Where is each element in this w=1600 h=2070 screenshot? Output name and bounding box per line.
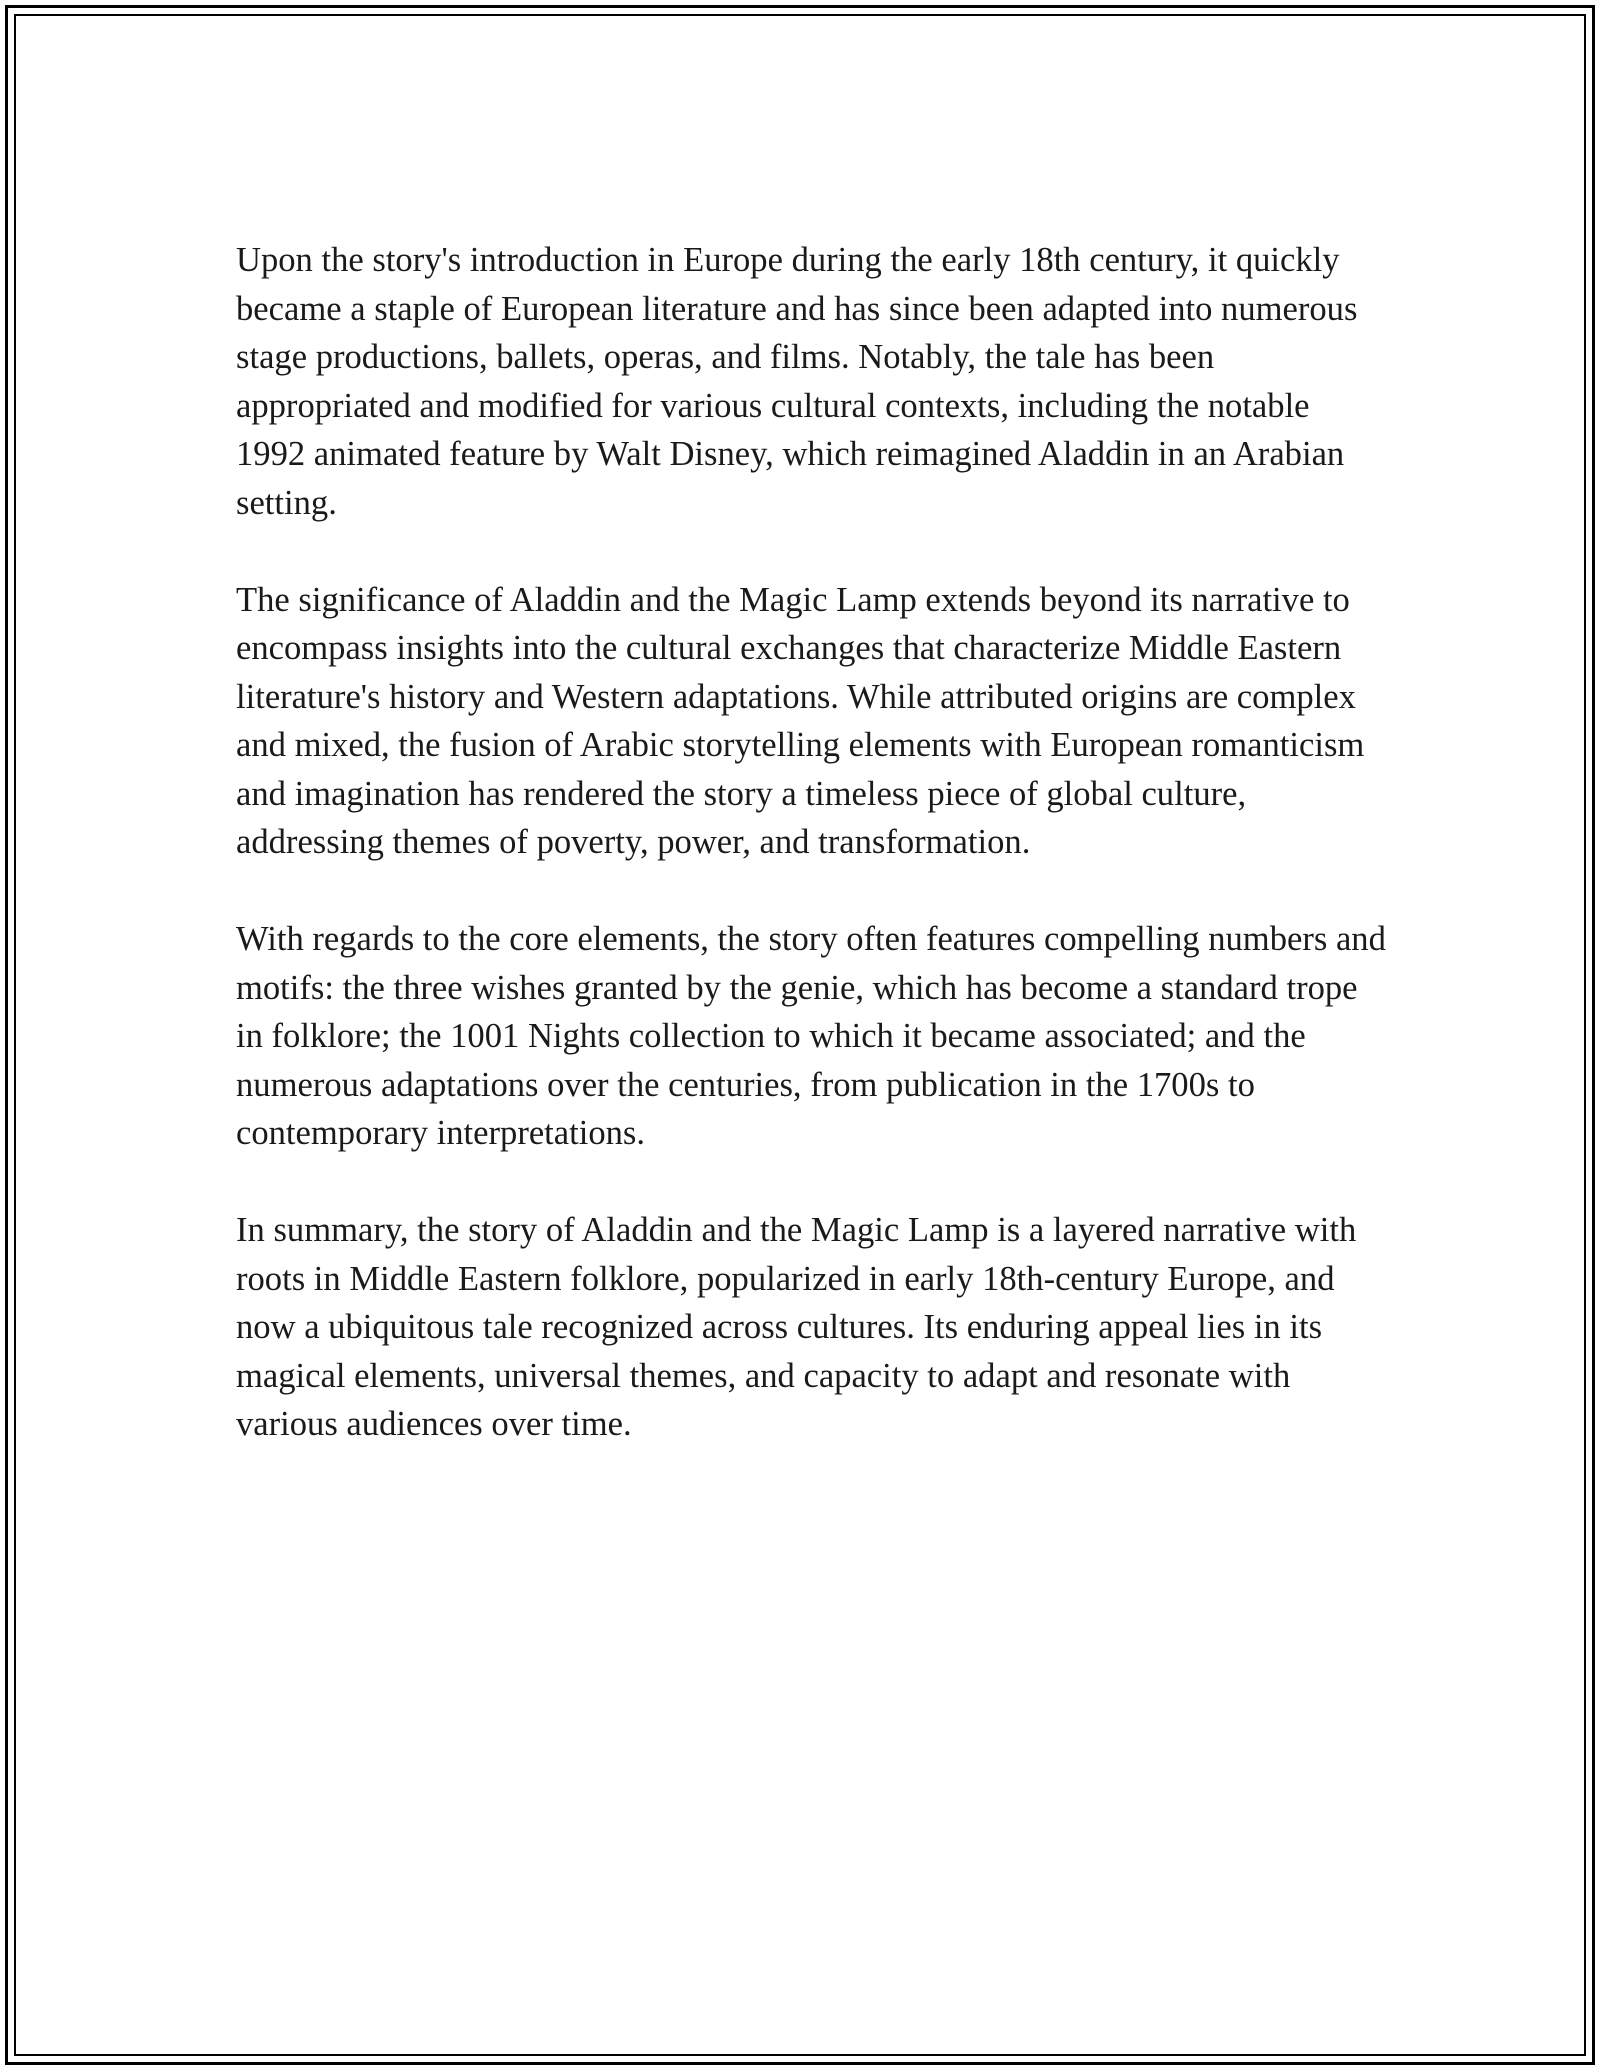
document-body [236,236,1386,1497]
paragraph-4: In summary, the story of Aladdin and the Magic Lamp is a layered narrative with roots in Middle Eastern folklore, popularized in early 18th-century Europe, and now a ubiquitous tale recognized across cultures. Its enduring appeal lies in its magical elements, universal themes, and capacity to adapt and resonate with various audiences over time. [236,1211,1357,1443]
paragraph-3: With regards to the core elements, the story often features compelling numbers and motifs: the three wishes granted by the genie, which has become a standard trope in folklore; the 1001 Nights collection to which it became associated; and the numerous adaptations over the centuries, from publication in the 1700s to contemporary interpretations. [236,920,1386,1152]
paragraph-1: Upon the story's introduction in Europe during the early 18th century, it quickly became a staple of European literature and has since been adapted into numerous stage productions, ballets, operas, and films. Notably, the tale has been appropriated and modified for various cultural contexts, including the notable 1992 animated feature by Walt Disney, which reimagined Aladdin in an Arabian setting. [236,241,1358,522]
paragraph-2: The significance of Aladdin and the Magic Lamp extends beyond its narrative to encompass insights into the cultural exchanges that characterize Middle Eastern literature's history and Western adaptations. While attributed origins are complex and mixed, the fusion of Arabic storytelling elements with European romanticism and imagination has rendered the story a timeless piece of global culture, addressing themes of poverty, power, and transformation. [236,580,1365,861]
